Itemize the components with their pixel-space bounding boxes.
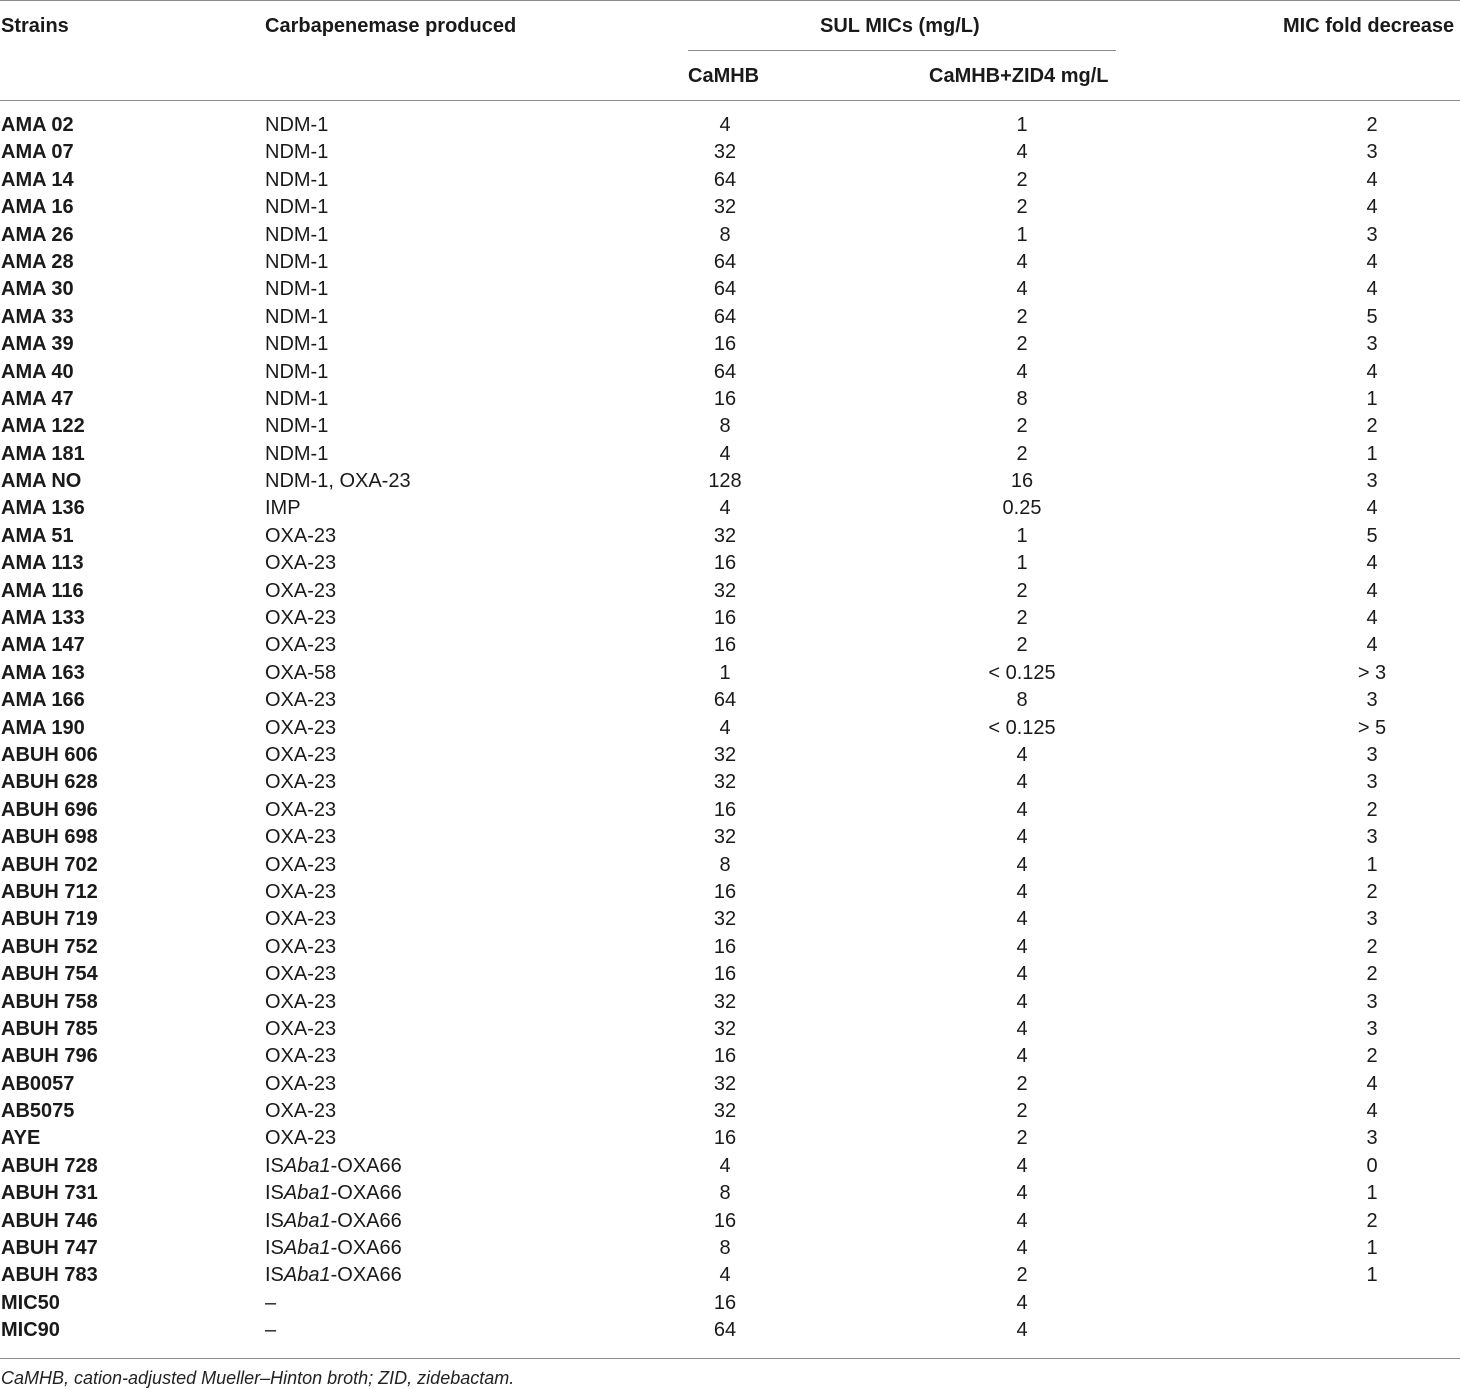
fold-decrease-cell: 5 [1366, 524, 1378, 547]
table-row [0, 879, 1460, 906]
table-row [0, 1180, 1460, 1207]
strain-cell: ABUH 731 [1, 1182, 98, 1205]
carbapenemase-cell: NDM-1, OXA-23 [265, 470, 411, 493]
strain-cell: AMA 39 [1, 333, 74, 356]
fold-decrease-cell: 1 [1366, 442, 1378, 465]
strain-cell: AMA 16 [1, 196, 74, 219]
carbapenemase-cell: NDM-1 [265, 196, 329, 219]
strain-cell: ABUH 783 [1, 1264, 98, 1287]
camhb-zid-mic-cell: 1 [1016, 524, 1028, 547]
fold-decrease-cell: 2 [1366, 935, 1378, 958]
camhb-zid-mic-cell: 4 [1016, 250, 1028, 273]
camhb-zid-mic-cell: 4 [1016, 1237, 1028, 1260]
header-fold-decrease: MIC fold decrease [1283, 15, 1455, 37]
strain-cell: ABUH 606 [1, 743, 98, 766]
camhb-mic-cell: 16 [713, 1291, 737, 1314]
fold-decrease-cell: 2 [1366, 415, 1378, 438]
camhb-mic-cell: 32 [713, 990, 737, 1013]
carbapenemase-cell: OXA-23 [265, 880, 337, 903]
carbapenemase-cell: OXA-23 [265, 743, 337, 766]
camhb-mic-cell: 32 [713, 908, 737, 931]
strain-cell: AMA 136 [1, 497, 85, 520]
fold-decrease-cell: 2 [1366, 963, 1378, 986]
table-row [0, 605, 1460, 632]
camhb-zid-mic-cell: 4 [1016, 360, 1028, 383]
fold-decrease-cell: 2 [1366, 114, 1378, 136]
camhb-mic-cell: 16 [713, 880, 737, 903]
table-row [0, 852, 1460, 879]
carbapenemase-cell: OXA-23 [265, 935, 337, 958]
carbapenemase-cell: OXA-23 [265, 1100, 337, 1123]
strain-cell: AMA 33 [1, 305, 74, 328]
camhb-mic-cell: 16 [713, 1127, 737, 1150]
table-row [0, 1016, 1460, 1043]
fold-decrease-cell: 2 [1366, 798, 1378, 821]
fold-decrease-cell: 3 [1366, 141, 1378, 164]
carbapenemase-cell: OXA-23 [265, 853, 337, 876]
carbapenemase-cell: OXA-23 [265, 552, 337, 575]
camhb-mic-cell: 32 [713, 579, 737, 602]
strain-cell: AMA 163 [1, 661, 85, 684]
strain-cell: AMA 113 [1, 552, 84, 575]
camhb-zid-mic-cell: 4 [1016, 990, 1028, 1013]
fold-decrease-cell: 1 [1366, 387, 1378, 410]
fold-decrease-cell: 3 [1366, 990, 1378, 1013]
table-row [0, 523, 1460, 550]
carbapenemase-cell: OXA-23 [265, 634, 337, 657]
carbapenemase-cell: NDM-1 [265, 141, 329, 164]
carbapenemase-cell: NDM-1 [265, 278, 329, 301]
camhb-zid-mic-cell: 4 [1016, 935, 1028, 958]
carbapenemase-cell: NDM-1 [265, 223, 329, 246]
table-row [0, 167, 1460, 194]
camhb-mic-cell: 16 [713, 552, 737, 575]
carbapenemase-cell: – [265, 1319, 277, 1342]
strain-cell: AMA 116 [1, 579, 84, 602]
table-row [0, 824, 1460, 851]
camhb-mic-cell: 4 [719, 716, 731, 739]
table-row [0, 1262, 1460, 1289]
table-row [0, 797, 1460, 824]
table-row [0, 715, 1460, 742]
header-camhb-zid: CaMHB+ZID4 mg/L [929, 65, 1109, 87]
carbapenemase-cell: OXA-23 [265, 716, 337, 739]
fold-decrease-cell: 3 [1366, 771, 1378, 794]
carbapenemase-cell: OXA-23 [265, 826, 337, 849]
camhb-mic-cell: 16 [713, 387, 737, 410]
table-row [0, 687, 1460, 714]
camhb-zid-mic-cell: 2 [1016, 168, 1028, 191]
table-row [0, 304, 1460, 331]
table-row [0, 194, 1460, 221]
fold-decrease-cell: 3 [1366, 223, 1378, 246]
strain-cell: ABUH 712 [1, 880, 98, 903]
strain-cell: ABUH 752 [1, 935, 98, 958]
table-row [0, 359, 1460, 386]
camhb-zid-mic-cell: 2 [1016, 607, 1028, 630]
camhb-mic-cell: 64 [713, 305, 737, 328]
camhb-mic-cell: 4 [719, 442, 731, 465]
carbapenemase-cell: NDM-1 [265, 114, 329, 136]
strain-cell: ABUH 628 [1, 771, 98, 794]
camhb-mic-cell: 32 [713, 141, 737, 164]
camhb-mic-cell: 32 [713, 1100, 737, 1123]
camhb-zid-mic-cell: 2 [1016, 1264, 1028, 1287]
camhb-zid-mic-cell: 4 [1016, 1017, 1028, 1040]
carbapenemase-cell: OXA-23 [265, 1017, 337, 1040]
fold-decrease-cell: 3 [1366, 333, 1378, 356]
fold-decrease-cell: 4 [1366, 552, 1378, 575]
table-row [0, 961, 1460, 988]
camhb-zid-mic-cell: 2 [1016, 305, 1028, 328]
strain-cell: AYE [1, 1127, 41, 1150]
subheader-rule [688, 50, 1116, 51]
camhb-mic-cell: 4 [719, 1154, 731, 1177]
fold-decrease-cell: 5 [1366, 305, 1378, 328]
strain-cell: ABUH 696 [1, 798, 98, 821]
fold-decrease-cell: 3 [1366, 908, 1378, 931]
camhb-zid-mic-cell: 4 [1016, 278, 1028, 301]
carbapenemase-cell: OXA-23 [265, 579, 337, 602]
camhb-mic-cell: 4 [719, 114, 731, 136]
table-row [0, 578, 1460, 605]
camhb-zid-mic-cell: 2 [1016, 1127, 1028, 1150]
table-row [0, 441, 1460, 468]
table-row [0, 468, 1460, 495]
carbapenemase-cell: NDM-1 [265, 333, 329, 356]
strain-cell: AMA 51 [1, 524, 74, 547]
header-strains: Strains [1, 15, 69, 37]
camhb-mic-cell: 16 [713, 1209, 737, 1232]
carbapenemase-cell: ISAba1-OXA66 [265, 1154, 402, 1177]
strain-cell: AMA 166 [1, 689, 85, 712]
top-rule [0, 0, 1460, 1]
strain-cell: MIC90 [1, 1319, 60, 1342]
table-row [0, 550, 1460, 577]
table-row [0, 276, 1460, 303]
table-row [0, 139, 1460, 166]
fold-decrease-cell: 3 [1366, 826, 1378, 849]
strain-cell: ABUH 758 [1, 990, 98, 1013]
table-row [0, 934, 1460, 961]
camhb-mic-cell: 32 [713, 524, 737, 547]
carbapenemase-cell: NDM-1 [265, 305, 329, 328]
fold-decrease-cell: 4 [1366, 634, 1378, 657]
camhb-zid-mic-cell: 4 [1016, 1209, 1028, 1232]
fold-decrease-cell: 4 [1366, 607, 1378, 630]
strain-cell: AMA 14 [1, 168, 74, 191]
strain-cell: AMA 122 [1, 415, 85, 438]
carbapenemase-cell: OXA-23 [265, 1045, 337, 1068]
camhb-mic-cell: 32 [713, 826, 737, 849]
camhb-mic-cell: 16 [713, 798, 737, 821]
table-row [0, 989, 1460, 1016]
carbapenemase-cell: ISAba1-OXA66 [265, 1237, 402, 1260]
camhb-mic-cell: 64 [713, 278, 737, 301]
carbapenemase-cell: OXA-58 [265, 661, 337, 684]
fold-decrease-cell: 4 [1366, 497, 1378, 520]
camhb-zid-mic-cell: 4 [1016, 141, 1028, 164]
fold-decrease-cell: 4 [1366, 278, 1378, 301]
camhb-zid-mic-cell: 2 [1016, 634, 1028, 657]
table-row [0, 112, 1460, 139]
table-row [0, 660, 1460, 687]
strain-cell: AMA 30 [1, 278, 74, 301]
fold-decrease-cell: 4 [1366, 579, 1378, 602]
camhb-zid-mic-cell: 4 [1016, 798, 1028, 821]
camhb-zid-mic-cell: 2 [1016, 579, 1028, 602]
table-footnote: CaMHB, cation-adjusted Mueller–Hinton broth; ZID, zidebactam. [1, 1368, 515, 1388]
camhb-zid-mic-cell: 4 [1016, 853, 1028, 876]
fold-decrease-cell: 0 [1366, 1154, 1378, 1177]
strain-cell: ABUH 796 [1, 1045, 98, 1068]
camhb-zid-mic-cell: 2 [1016, 1100, 1028, 1123]
strain-cell: AMA 181 [1, 442, 85, 465]
table-row [0, 769, 1460, 796]
camhb-mic-cell: 64 [713, 360, 737, 383]
camhb-mic-cell: 16 [713, 963, 737, 986]
strain-cell: ABUH 754 [1, 963, 98, 986]
strain-cell: AMA 190 [1, 716, 85, 739]
camhb-mic-cell: 32 [713, 1017, 737, 1040]
table-row [0, 742, 1460, 769]
camhb-mic-cell: 64 [713, 1319, 737, 1342]
camhb-mic-cell: 32 [713, 771, 737, 794]
table-row [0, 331, 1460, 358]
strain-cell: AMA 26 [1, 223, 74, 246]
strain-cell: AMA 02 [1, 114, 74, 136]
carbapenemase-cell: OXA-23 [265, 963, 337, 986]
table-row [0, 413, 1460, 440]
carbapenemase-cell: OXA-23 [265, 607, 337, 630]
header-carbapenemase: Carbapenemase produced [265, 15, 517, 37]
fold-decrease-cell: 2 [1366, 880, 1378, 903]
camhb-zid-mic-cell: 2 [1016, 1072, 1028, 1095]
strain-cell: AB5075 [1, 1100, 75, 1123]
fold-decrease-cell: 1 [1366, 1264, 1378, 1287]
strain-cell: AMA 147 [1, 634, 85, 657]
table-row [0, 386, 1460, 413]
carbapenemase-cell: OXA-23 [265, 524, 337, 547]
carbapenemase-cell: NDM-1 [265, 250, 329, 273]
fold-decrease-cell: 3 [1366, 1017, 1378, 1040]
camhb-zid-mic-cell: 4 [1016, 1291, 1028, 1314]
camhb-zid-mic-cell: 16 [1010, 470, 1034, 493]
carbapenemase-cell: NDM-1 [265, 442, 329, 465]
carbapenemase-cell: OXA-23 [265, 689, 337, 712]
fold-decrease-cell: 2 [1366, 1209, 1378, 1232]
fold-decrease-cell: 1 [1366, 1182, 1378, 1205]
camhb-mic-cell: 16 [713, 607, 737, 630]
camhb-mic-cell: 16 [713, 1045, 737, 1068]
strain-cell: AMA 28 [1, 250, 74, 273]
table-row [0, 222, 1460, 249]
strain-cell: ABUH 746 [1, 1209, 98, 1232]
camhb-zid-mic-cell: 2 [1016, 333, 1028, 356]
camhb-zid-mic-cell: 4 [1016, 743, 1028, 766]
camhb-mic-cell: 8 [719, 415, 731, 438]
strain-cell: AMA 07 [1, 141, 74, 164]
fold-decrease-cell: 3 [1366, 689, 1378, 712]
table-row [0, 1125, 1460, 1152]
camhb-zid-mic-cell: < 0.125 [988, 661, 1056, 684]
carbapenemase-cell: ISAba1-OXA66 [265, 1209, 402, 1232]
camhb-zid-mic-cell: < 0.125 [988, 716, 1056, 739]
camhb-zid-mic-cell: 8 [1016, 689, 1028, 712]
camhb-zid-mic-cell: 4 [1016, 1182, 1028, 1205]
table-row [0, 1235, 1460, 1262]
carbapenemase-cell: ISAba1-OXA66 [265, 1264, 402, 1287]
strain-cell: ABUH 719 [1, 908, 98, 931]
strain-cell: ABUH 747 [1, 1237, 98, 1260]
table-row [0, 1317, 1460, 1344]
strain-cell: AMA 40 [1, 360, 74, 383]
strain-cell: MIC50 [1, 1291, 60, 1314]
camhb-mic-cell: 16 [713, 935, 737, 958]
strain-cell: ABUH 728 [1, 1154, 98, 1177]
strain-cell: AMA 47 [1, 387, 74, 410]
camhb-mic-cell: 128 [708, 470, 742, 493]
camhb-mic-cell: 4 [719, 1264, 731, 1287]
camhb-mic-cell: 8 [719, 1237, 731, 1260]
camhb-zid-mic-cell: 4 [1016, 908, 1028, 931]
carbapenemase-cell: – [265, 1291, 277, 1314]
fold-decrease-cell: 4 [1366, 250, 1378, 273]
carbapenemase-cell: NDM-1 [265, 387, 329, 410]
table-row [0, 632, 1460, 659]
strain-cell: AMA 133 [1, 607, 85, 630]
camhb-zid-mic-cell: 0.25 [1002, 497, 1042, 520]
strain-cell: AB0057 [1, 1072, 75, 1095]
carbapenemase-cell: ISAba1-OXA66 [265, 1182, 402, 1205]
camhb-zid-mic-cell: 1 [1016, 552, 1028, 575]
fold-decrease-cell: 4 [1366, 196, 1378, 219]
camhb-zid-mic-cell: 1 [1016, 114, 1028, 136]
bottom-rule [0, 1358, 1460, 1359]
table-row [0, 495, 1460, 522]
header-sul-mics: SUL MICs (mg/L) [820, 15, 980, 37]
camhb-zid-mic-cell: 2 [1016, 196, 1028, 219]
camhb-zid-mic-cell: 4 [1016, 771, 1028, 794]
fold-decrease-cell: > 3 [1357, 661, 1387, 684]
camhb-zid-mic-cell: 4 [1016, 1319, 1028, 1342]
camhb-mic-cell: 16 [713, 634, 737, 657]
strain-cell: ABUH 702 [1, 853, 98, 876]
camhb-mic-cell: 64 [713, 250, 737, 273]
fold-decrease-cell: 4 [1366, 360, 1378, 383]
camhb-zid-mic-cell: 4 [1016, 1045, 1028, 1068]
table-body [0, 112, 1460, 1345]
table-row [0, 1043, 1460, 1070]
fold-decrease-cell: 3 [1366, 743, 1378, 766]
camhb-zid-mic-cell: 2 [1016, 442, 1028, 465]
camhb-mic-cell: 64 [713, 168, 737, 191]
carbapenemase-cell: IMP [265, 497, 301, 520]
header-bottom-rule [0, 100, 1460, 101]
fold-decrease-cell: > 5 [1357, 716, 1387, 739]
camhb-mic-cell: 16 [713, 333, 737, 356]
table-row [0, 906, 1460, 933]
carbapenemase-cell: OXA-23 [265, 1127, 337, 1150]
table-row [0, 1098, 1460, 1125]
camhb-zid-mic-cell: 4 [1016, 963, 1028, 986]
camhb-zid-mic-cell: 4 [1016, 880, 1028, 903]
camhb-zid-mic-cell: 4 [1016, 826, 1028, 849]
fold-decrease-cell: 3 [1366, 1127, 1378, 1150]
camhb-mic-cell: 1 [719, 661, 731, 684]
table-row [0, 1208, 1460, 1235]
camhb-mic-cell: 8 [719, 853, 731, 876]
table-row [0, 1153, 1460, 1180]
carbapenemase-cell: NDM-1 [265, 415, 329, 438]
fold-decrease-cell: 4 [1366, 1072, 1378, 1095]
camhb-mic-cell: 64 [713, 689, 737, 712]
carbapenemase-cell: OXA-23 [265, 798, 337, 821]
strain-cell: AMA NO [1, 470, 82, 493]
camhb-mic-cell: 4 [719, 497, 731, 520]
camhb-mic-cell: 32 [713, 743, 737, 766]
carbapenemase-cell: OXA-23 [265, 908, 337, 931]
camhb-zid-mic-cell: 4 [1016, 1154, 1028, 1177]
table-row [0, 1071, 1460, 1098]
camhb-zid-mic-cell: 1 [1016, 223, 1028, 246]
fold-decrease-cell: 4 [1366, 1100, 1378, 1123]
camhb-zid-mic-cell: 8 [1016, 387, 1028, 410]
fold-decrease-cell: 1 [1366, 853, 1378, 876]
camhb-zid-mic-cell: 2 [1016, 415, 1028, 438]
header-camhb: CaMHB [688, 65, 760, 87]
camhb-mic-cell: 32 [713, 1072, 737, 1095]
camhb-mic-cell: 8 [719, 223, 731, 246]
table-row [0, 249, 1460, 276]
fold-decrease-cell: 1 [1366, 1237, 1378, 1260]
carbapenemase-cell: OXA-23 [265, 1072, 337, 1095]
camhb-mic-cell: 32 [713, 196, 737, 219]
table-row [0, 1290, 1460, 1317]
camhb-mic-cell: 8 [719, 1182, 731, 1205]
strain-cell: ABUH 698 [1, 826, 98, 849]
carbapenemase-cell: NDM-1 [265, 168, 329, 191]
fold-decrease-cell: 2 [1366, 1045, 1378, 1068]
fold-decrease-cell: 4 [1366, 168, 1378, 191]
fold-decrease-cell: 3 [1366, 470, 1378, 493]
carbapenemase-cell: OXA-23 [265, 990, 337, 1013]
carbapenemase-cell: NDM-1 [265, 360, 329, 383]
carbapenemase-cell: OXA-23 [265, 771, 337, 794]
strain-cell: ABUH 785 [1, 1017, 98, 1040]
